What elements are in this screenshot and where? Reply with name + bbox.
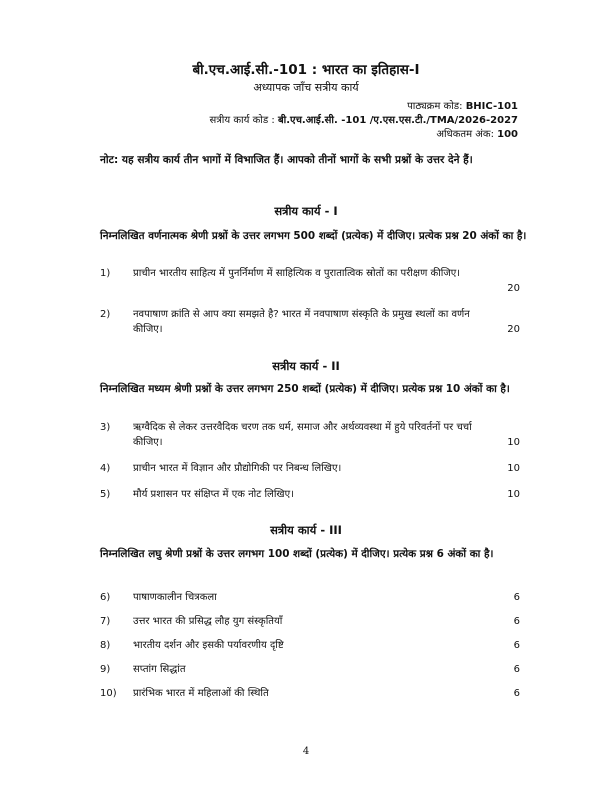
question-number: 8) (100, 640, 111, 651)
question-text: नवपाषाण क्रांति से आप क्या समझते है? भारत में नवपाषाण संस्कृति के प्रमुख स्थलों का वर्णन कीजिए। (133, 309, 470, 335)
assignment-code-label: सत्रीय कार्य कोड : (209, 115, 275, 126)
question-text: प्राचीन भारत में विज्ञान और प्रौद्योगिकी पर निबन्ध लिखिए। (133, 463, 342, 474)
question-number: 5) (100, 489, 111, 500)
question-number: 2) (100, 309, 111, 320)
max-marks-line (436, 126, 518, 140)
section-instruction-3: निम्नलिखित लघु श्रेणी प्रश्नों के उत्तर लगभग 100 शब्दों (प्रत्येक) में दीजिए। प्रत्येक प्रश्न 6 अंकों का है। (100, 548, 494, 560)
question-marks: 6 (513, 688, 520, 699)
question-text: भारतीय दर्शन और इसकी पर्यावरणीय दृष्टि (133, 640, 284, 651)
page-number: 4 (302, 746, 310, 757)
question-marks: 20 (507, 283, 520, 294)
question-text: मौर्य प्रशासन पर संक्षिप्त में एक नोट लिखिए। (133, 489, 294, 500)
section-heading-2: सत्रीय कार्य - II (272, 359, 340, 373)
question-marks: 6 (513, 640, 520, 651)
question-text: प्रारंभिक भारत में महिलाओं की स्थिति (133, 688, 269, 699)
question-text: सप्तांग सिद्धांत (133, 664, 186, 675)
assignment-code-value: बी.एच.आई.सी. -101 /ए.एस.एस.टी./TMA/2026-2027 (277, 115, 518, 126)
question-marks: 6 (513, 664, 520, 675)
max-marks-value: 100 (497, 129, 518, 140)
question-number: 6) (100, 592, 111, 603)
question-number: 1) (100, 268, 111, 279)
question-text: प्राचीन भारतीय साहित्य में पुनर्निर्माण में साहित्यिक व पुरातात्विक स्रोतों का परीक्षण कीजिए। (133, 268, 461, 279)
course-code-line (407, 98, 518, 112)
question-marks: 10 (507, 437, 520, 448)
assignment-code-line (209, 112, 518, 126)
question-marks: 6 (513, 592, 520, 603)
section-instruction-1: निम्नलिखित वर्णनात्मक श्रेणी प्रश्नों के उत्तर लगभग 500 शब्दों (प्रत्येक) में दीजिए। प्रत्येक प्रश्न 20 अंकों का है। (100, 230, 527, 242)
course-code-value: BHIC-101 (465, 101, 518, 112)
section-instruction-2: निम्नलिखित मध्यम श्रेणी प्रश्नों के उत्तर लगभग 250 शब्दों (प्रत्येक) में दीजिए। प्रत्येक प्रश्न 10 अंकों का है। (100, 383, 510, 395)
question-text: ऋग्वैदिक से लेकर उत्तरवैदिक चरण तक धर्म, समाज और अर्थव्यवस्था में हुये परिवर्तनों पर चर्चा कीजिए। (133, 422, 472, 448)
question-number: 4) (100, 463, 111, 474)
question-marks: 20 (507, 324, 520, 335)
question-number: 7) (100, 616, 111, 627)
note-text: नोट: यह सत्रीय कार्य तीन भागों में विभाजित हैं। आपको तीनों भागों के सभी प्रश्नों के उत्तर देने हैं। (100, 154, 473, 166)
question-number: 9) (100, 664, 111, 675)
section-heading-1: सत्रीय कार्य - I (274, 204, 338, 218)
question-number: 10) (100, 688, 117, 699)
question-number: 3) (100, 422, 111, 433)
question-marks: 6 (513, 616, 520, 627)
course-code-label: पाठ्यक्रम कोड: (407, 101, 463, 112)
question-marks: 10 (507, 489, 520, 500)
question-text: पाषाणकालीन चित्रकला (133, 592, 217, 603)
page-subtitle: अध्यापक जाँच सत्रीय कार्य (253, 81, 359, 94)
question-marks: 10 (507, 463, 520, 474)
question-text: उत्तर भारत की प्रसिद्ध लौह युग संस्कृतियाँ (133, 616, 283, 627)
max-marks-label: अधिकतम अंक: (436, 129, 494, 140)
section-heading-3: सत्रीय कार्य - III (270, 523, 342, 537)
page-title: बी.एच.आई.सी.-101 : भारत का इतिहास-I (192, 62, 420, 78)
